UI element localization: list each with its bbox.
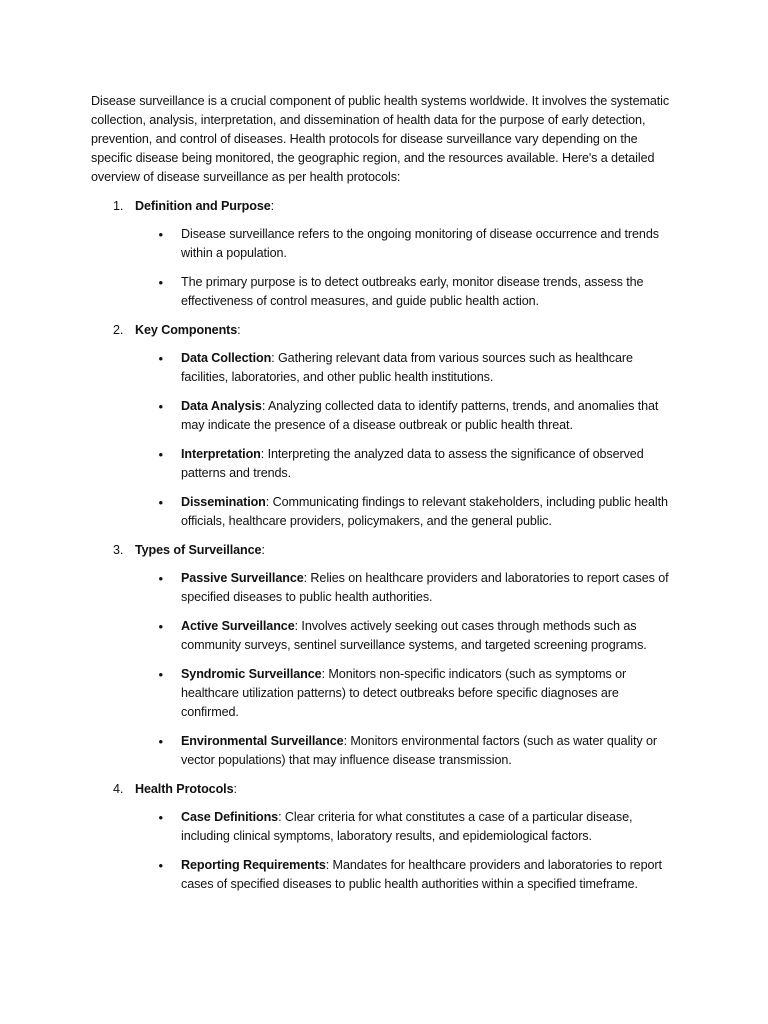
bullet-list xyxy=(91,808,678,894)
item-sep: : xyxy=(294,619,299,633)
bullet-icon: • xyxy=(158,571,163,586)
item-term: Dissemination xyxy=(181,495,266,509)
list-item xyxy=(91,856,678,894)
section-number: 2. xyxy=(113,323,124,337)
item-text: Analyzing collected data to identify patterns, trends, and anomalies that may indicate the presence of a disease outbreak or public health threat. xyxy=(181,399,659,432)
item-term: Active Surveillance xyxy=(181,619,295,633)
list-item xyxy=(91,349,678,387)
list-item xyxy=(91,732,678,770)
item-sep: : xyxy=(265,495,270,509)
item-term: Passive Surveillance xyxy=(181,571,304,585)
section-title: Definition and Purpose xyxy=(135,199,271,213)
section-number: 1. xyxy=(113,199,124,213)
item-text: The primary purpose is to detect outbreaks early, monitor disease trends, assess the effectiveness of control measures, and guide public health action. xyxy=(181,275,644,308)
item-text: Monitors environmental factors (such as water quality or vector populations) that may influence disease transmission. xyxy=(181,734,657,767)
bullet-icon: • xyxy=(158,447,163,462)
bullet-icon: • xyxy=(158,667,163,682)
item-sep: : xyxy=(325,858,330,872)
section-colon: : xyxy=(261,543,265,557)
section-definition-and-purpose xyxy=(91,197,678,311)
bullet-list xyxy=(91,349,678,531)
list-item xyxy=(91,225,678,263)
section-heading xyxy=(91,197,678,216)
list-item xyxy=(91,617,678,655)
section-health-protocols xyxy=(91,780,678,894)
intro-paragraph: Disease surveillance is a crucial component of public health systems worldwide. It involves the systematic collection, analysis, interpretation, and dissemination of health data for the purpose of early detection, prevention, and control of diseases. Health protocols for disease surveillance vary depending on the specific disease being monitored, the geographic region, and the resources available. Here's a detailed overview of disease surveillance as per health protocols: xyxy=(91,94,670,184)
bullet-icon: • xyxy=(158,810,163,825)
item-text: Communicating findings to relevant stakeholders, including public health officials, healthcare providers, policymakers, and the general public. xyxy=(181,495,668,528)
section-colon: : xyxy=(270,199,275,213)
item-sep: : xyxy=(321,667,325,681)
list-item xyxy=(91,493,678,531)
item-term: Data Collection xyxy=(181,351,272,365)
item-sep: : xyxy=(271,351,275,365)
bullet-icon: • xyxy=(158,495,163,510)
item-text: Relies on healthcare providers and laboratories to report cases of specified diseases to public health authorities. xyxy=(181,571,669,604)
bullet-icon: • xyxy=(158,399,163,414)
item-sep: : xyxy=(261,399,266,413)
item-term: Environmental Surveillance xyxy=(181,734,344,748)
item-text: Disease surveillance refers to the ongoing monitoring of disease occurrence and trends within a population. xyxy=(181,227,659,260)
bullet-icon: • xyxy=(158,734,163,749)
section-number: 4. xyxy=(113,782,124,796)
section-title: Health Protocols xyxy=(135,782,234,796)
section-number: 3. xyxy=(113,543,124,557)
item-term: Data Analysis xyxy=(181,399,262,413)
item-sep: : xyxy=(343,734,347,748)
item-text: Gathering relevant data from various sources such as healthcare facilities, laboratories, and other public health institutions. xyxy=(181,351,633,384)
item-sep: : xyxy=(278,810,282,824)
bullet-list xyxy=(91,569,678,770)
section-colon: : xyxy=(237,323,241,337)
bullet-icon: • xyxy=(158,275,163,290)
item-sep: : xyxy=(260,447,265,461)
item-term: Interpretation xyxy=(181,447,261,461)
item-term: Syndromic Surveillance xyxy=(181,667,322,681)
section-types-of-surveillance xyxy=(91,541,678,770)
section-heading xyxy=(91,780,678,799)
bullet-list xyxy=(91,225,678,311)
item-sep: : xyxy=(303,571,308,585)
section-colon: : xyxy=(233,782,237,796)
item-term: Reporting Requirements xyxy=(181,858,326,872)
item-term: Case Definitions xyxy=(181,810,279,824)
item-text: Involves actively seeking out cases through methods such as community surveys, sentinel surveillance systems, and targeted screening programs. xyxy=(181,619,647,652)
item-text: Mandates for healthcare providers and laboratories to report cases of specified diseases to public health authorities within a specified timeframe. xyxy=(181,858,662,891)
bullet-icon: • xyxy=(158,858,163,873)
list-item xyxy=(91,665,678,722)
section-heading xyxy=(91,541,678,560)
list-item xyxy=(91,569,678,607)
item-text: Monitors non-specific indicators (such as symptoms or healthcare utilization patterns) to detect outbreaks before specific diagnoses are confirmed. xyxy=(181,667,627,719)
list-item xyxy=(91,273,678,311)
list-item xyxy=(91,445,678,483)
section-heading xyxy=(91,321,678,340)
section-list xyxy=(91,197,678,894)
list-item xyxy=(91,397,678,435)
bullet-icon: • xyxy=(158,619,163,634)
bullet-icon: • xyxy=(158,227,163,242)
item-text: Clear criteria for what constitutes a case of a particular disease, including clinical symptoms, laboratory results, and epidemiological factors. xyxy=(181,810,633,843)
item-text: Interpreting the analyzed data to assess the significance of observed patterns and trends. xyxy=(181,447,644,480)
section-key-components xyxy=(91,321,678,531)
list-item xyxy=(91,808,678,846)
section-title: Key Components xyxy=(135,323,238,337)
bullet-icon: • xyxy=(158,351,163,366)
section-title: Types of Surveillance xyxy=(135,543,262,557)
